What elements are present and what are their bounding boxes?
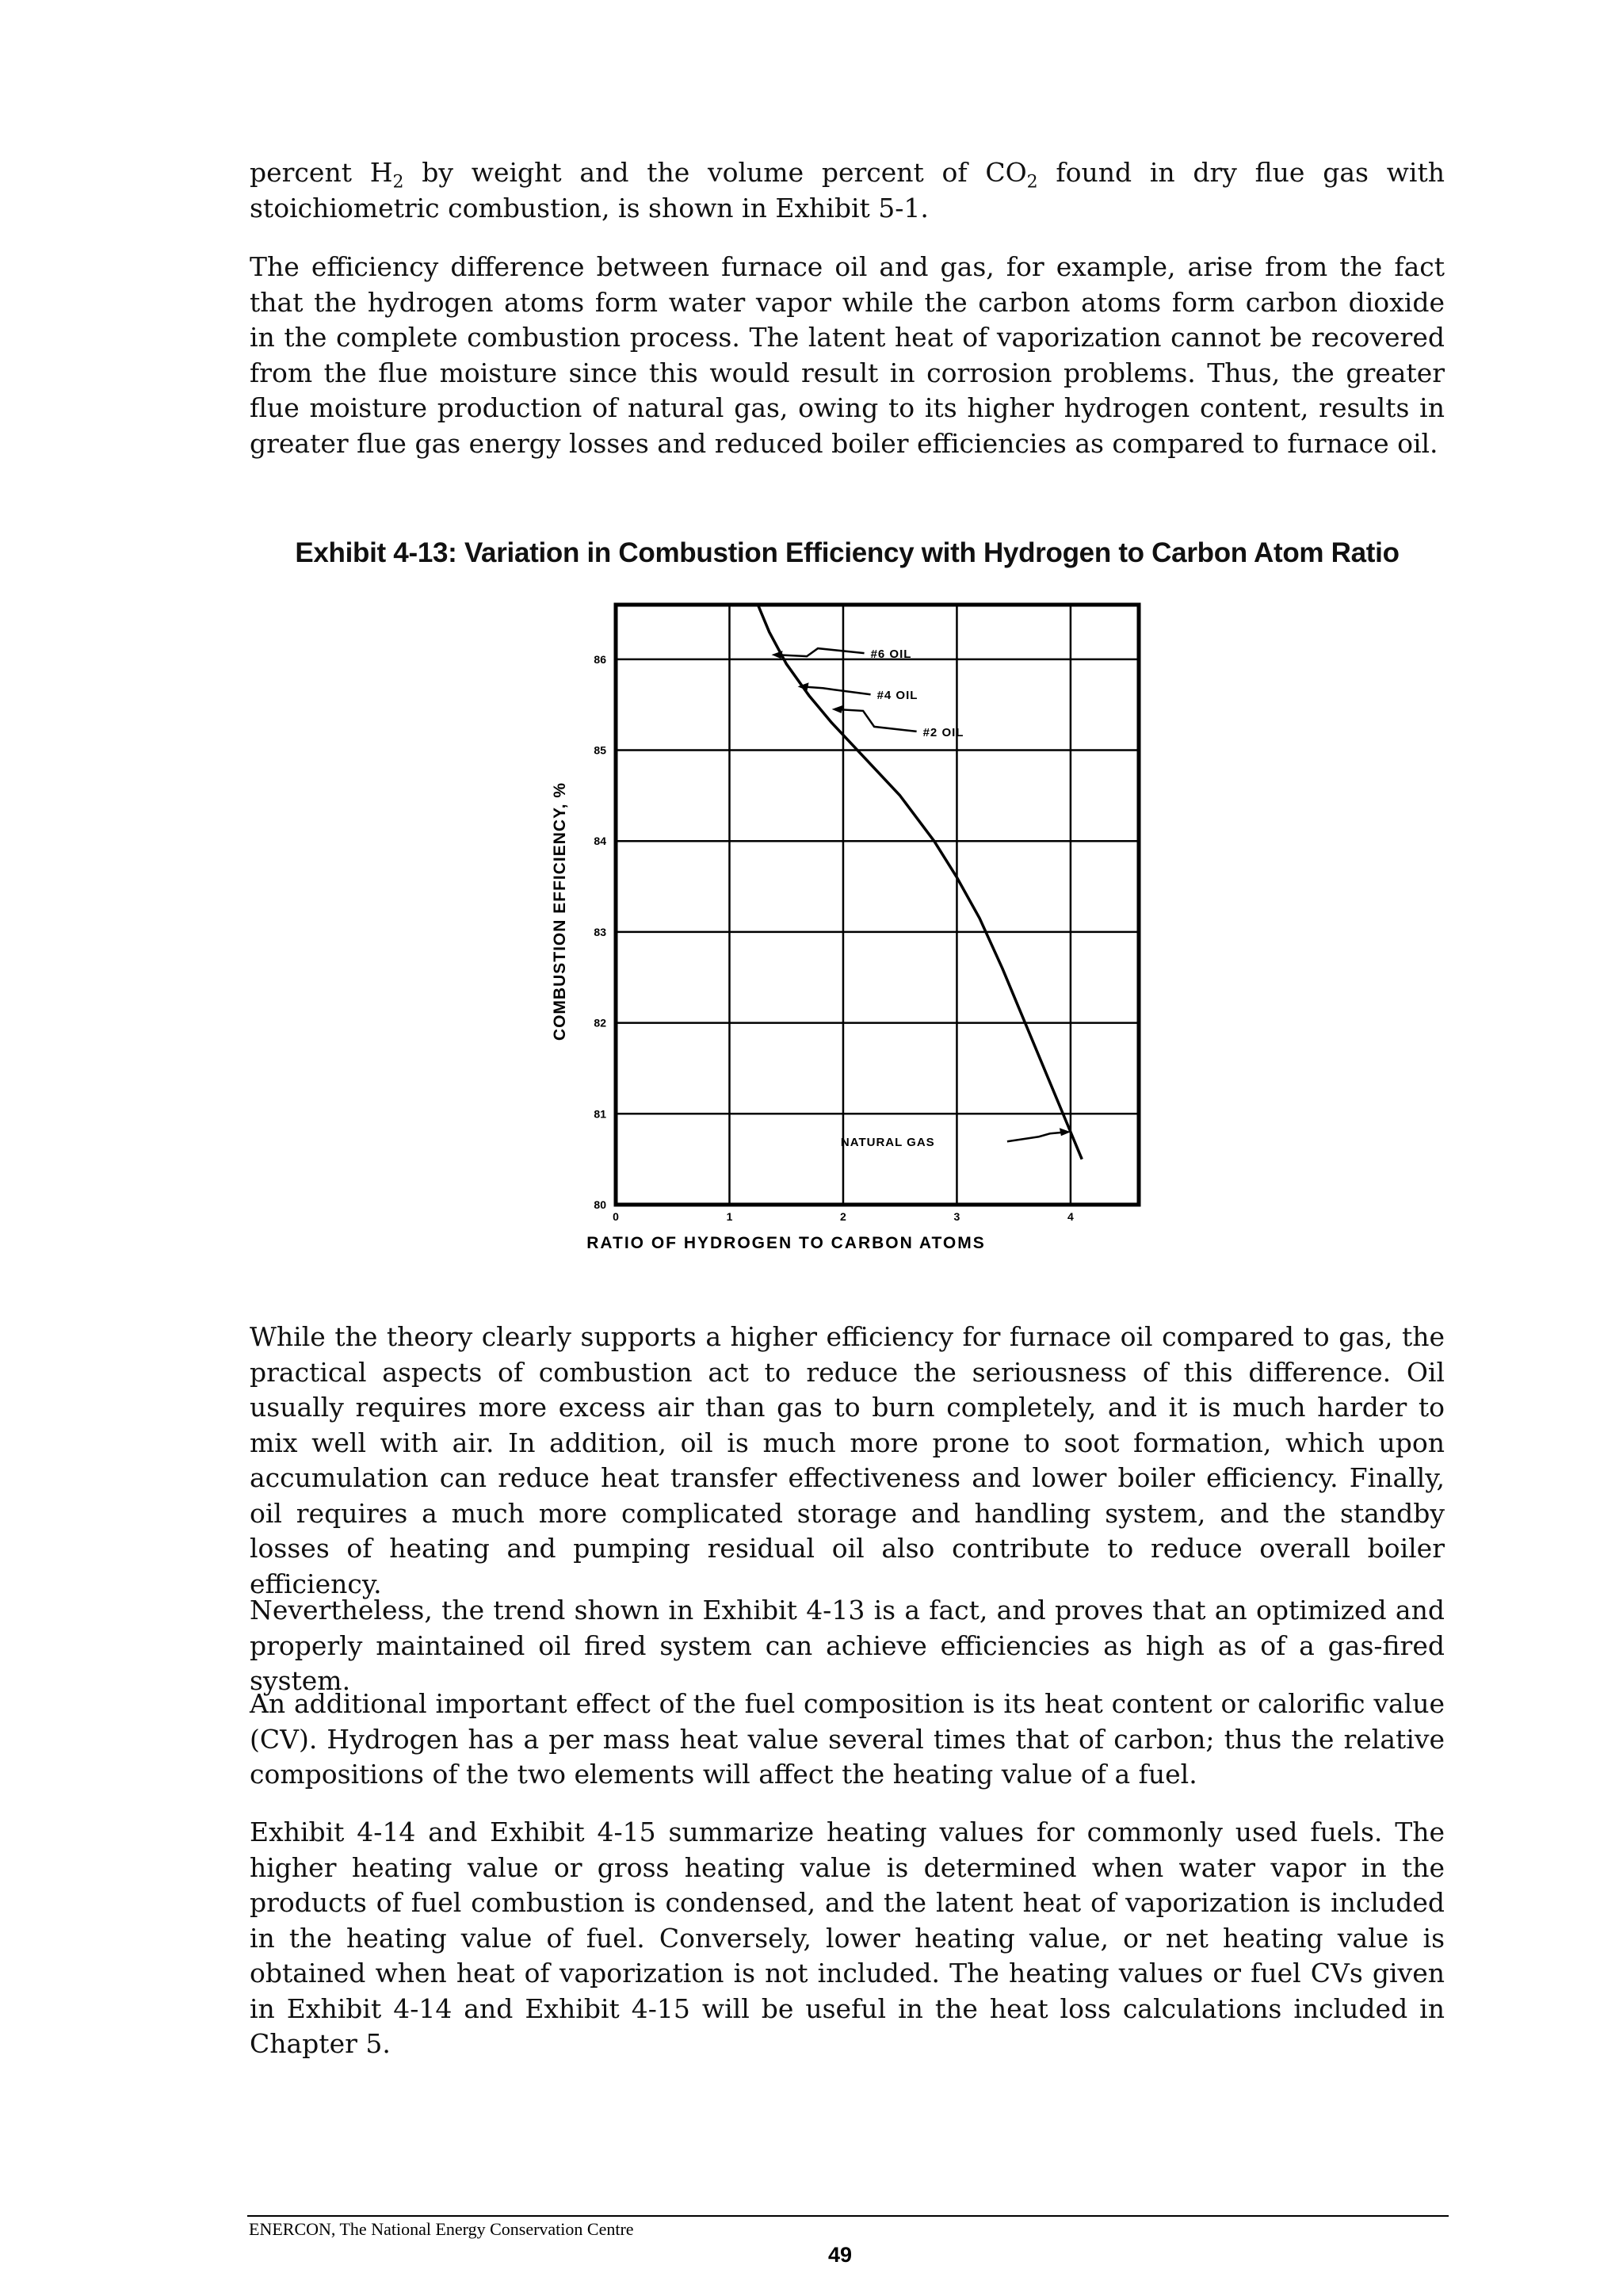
chart-annotations (772, 648, 1071, 1149)
annotation-label: #4 OIL (876, 689, 918, 703)
page-number: 49 (827, 2243, 853, 2267)
x-tick-label: 0 (613, 1210, 619, 1223)
y-tick-label: 82 (594, 1016, 606, 1030)
paragraph-efficiency-difference: The efficiency difference between furnace oil and gas, for example, arise from the fact that the hydrogen atoms form water vapor while the carbon atoms form carbon dioxide in the complete combustion process. The latent heat of vaporization cannot be recovered from the flue moisture since this would result in corrosion problems. Thus, the greater flue moisture production of natural gas, owing to its higher hydrogen content, results in greater flue gas energy losses and reduced boiler efficiencies as compared to furnace oil. (250, 251, 1445, 459)
x-tick-label: 4 (1067, 1210, 1074, 1223)
annotation-arrowhead (832, 705, 843, 713)
efficiency-chart (547, 594, 1149, 1260)
x-tick-label: 3 (953, 1210, 960, 1223)
y-tick-label: 85 (594, 743, 606, 757)
paragraph-trend: Nevertheless, the trend shown in Exhibit 4-13 is a fact, and proves that an optimized and properly maintained oil fired system can achieve efficiencies as high as of a gas-fired system. (250, 1595, 1445, 1696)
annotation-arrow (801, 686, 871, 694)
y-tick-label: 83 (594, 925, 606, 938)
chart-ticks (594, 653, 1074, 1223)
y-tick-label: 86 (594, 652, 606, 666)
paragraph-heating-values: Exhibit 4-14 and Exhibit 4-15 summarize heating values for commonly used fuels. The higher heating value or gross heating value is determined when water vapor in the products of fuel combustion is condensed, and the latent heat of vaporization is included in the heating value of fuel. Conversely, lower heating value, or net heating value is obtained when heat of vaporization is not included. The heating values or fuel CVs given in Exhibit 4-14 and Exhibit 4-15 will be useful in the heat loss calculations included in Chapter 5. (250, 1817, 1445, 2059)
annotation-label: #6 OIL (870, 648, 912, 662)
y-axis-label: COMBUSTION EFFICIENCY, % (551, 781, 569, 1041)
exhibit-caption: Exhibit 4-13: Variation in Combustion Efficiency with Hydrogen to Carbon Atom Ratio (295, 537, 1400, 568)
y-tick-label: 81 (594, 1107, 606, 1121)
paragraph-calorific-value: An additional important effect of the fuel composition is its heat content or calorific value (CV). Hydrogen has a per mass heat value several times that of carbon; thus the relative compositions of the two elements will affect the heating value of a fuel. (250, 1688, 1445, 1790)
y-tick-label: 80 (594, 1198, 606, 1211)
annotation-label: NATURAL GAS (840, 1136, 935, 1150)
footer-organization: ENERCON, The National Energy Conservation Centre (249, 2219, 634, 2239)
paragraph-intro: percent $H_2$ by weight and the volume percent of $CO_2$ found in dry flue gas with stoichiometric combustion, is shown in Exhibit 5-1. (250, 157, 1445, 223)
paragraph-practical-aspects: While the theory clearly supports a higher efficiency for furnace oil compared to gas, the practical aspects of combustion act to reduce the seriousness of this difference. Oil usually requires more excess air than gas to burn completely, and it is much harder to mix well with air. In addition, oil is much more prone to soot formation, which upon accumulation can reduce heat transfer effectiveness and lower boiler efficiency. Finally, oil requires a much more complicated storage and handling system, and the standby losses of heating and pumping residual oil also contribute to reduce overall boiler efficiency. (250, 1321, 1445, 1599)
annotation-arrowhead (772, 651, 783, 659)
annotation-arrow (1007, 1132, 1067, 1141)
x-tick-label: 1 (726, 1210, 733, 1223)
x-axis-label: RATIO OF HYDROGEN TO CARBON ATOMS (586, 1234, 986, 1252)
footer-divider (247, 2215, 1449, 2217)
annotation-label: #2 OIL (922, 725, 964, 739)
y-tick-label: 84 (594, 835, 606, 848)
annotation-arrow (835, 709, 917, 732)
x-tick-label: 2 (840, 1210, 846, 1223)
annotation-arrow (775, 648, 865, 656)
